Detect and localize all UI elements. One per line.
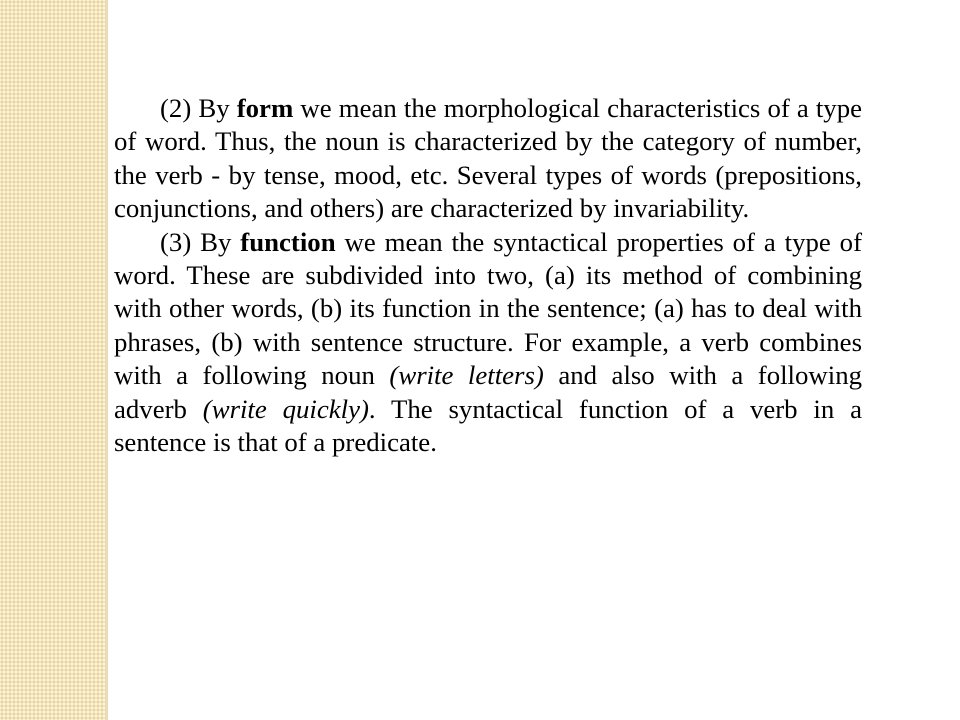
- paragraph-text: . The syntactical function of a verb in a sentence is that of a predicate.: [114, 393, 863, 458]
- paragraph-form: [114, 92, 862, 226]
- example-write-letters: (write letters): [389, 360, 544, 391]
- text-body: [114, 92, 862, 459]
- paragraph-text: and also with a following adverb: [114, 360, 862, 424]
- example-write-quickly: (write quickly): [202, 393, 369, 424]
- term-function: function: [240, 226, 336, 257]
- paragraph-function: [114, 226, 862, 460]
- paragraph-text: we mean the morphological characteristics of a type of word. Thus, the noun is characterized by the category of number, the verb - by tense, mood, etc. Several types of words (prepositions, conjunctions, and others) are characterized by invariability.: [114, 93, 863, 224]
- term-form: form: [236, 93, 294, 123]
- paragraph-prefix: (2) By: [160, 93, 237, 123]
- paragraph-prefix: (3) By: [160, 226, 241, 257]
- decorative-side-band: [0, 0, 105, 720]
- paragraph-text: we mean the syntactical properties of a type of word. These are subdivided into two, (a) its method of combining with other words, (b) its function in the sentence; (a) has to deal with phrases, (b) with sentence structure. For example, a verb combines with a following noun: [114, 226, 862, 391]
- side-band-edge: [105, 0, 108, 720]
